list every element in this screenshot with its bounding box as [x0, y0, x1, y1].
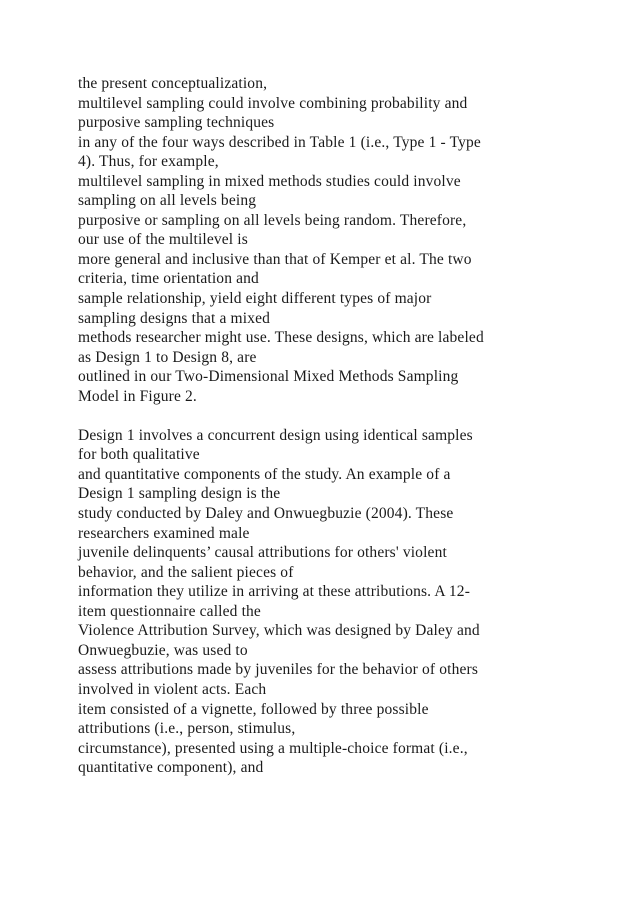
text-line: attributions (i.e., person, stimulus,	[78, 720, 296, 738]
text-line: sampling on all levels being	[78, 192, 257, 210]
text-line: information they utilize in arriving at these attributions. A 12-	[78, 583, 471, 601]
text-line: involved in violent acts. Each	[78, 680, 267, 698]
text-line: purposive or sampling on all levels being random. Therefore,	[78, 211, 467, 229]
text-line: for both qualitative	[78, 446, 200, 464]
text-line: Design 1 sampling design is the	[78, 485, 281, 503]
text-line: Design 1 involves a concurrent design using identical samples	[78, 426, 473, 444]
text-line: Violence Attribution Survey, which was designed by Daley and	[78, 622, 480, 640]
text-line: sampling designs that a mixed	[78, 309, 271, 327]
text-line: in any of the four ways described in Table 1 (i.e., Type 1 - Type	[78, 133, 481, 151]
text-line: purposive sampling techniques	[78, 114, 275, 132]
text-line: multilevel sampling in mixed methods studies could involve	[78, 172, 461, 190]
paragraph-2	[78, 426, 578, 778]
text-line: as Design 1 to Design 8, are	[78, 348, 257, 366]
text-line: and quantitative components of the study. An example of a	[78, 465, 451, 483]
text-line: assess attributions made by juveniles for the behavior of others	[78, 661, 479, 679]
text-line: methods researcher might use. These designs, which are labeled	[78, 329, 484, 347]
text-line: sample relationship, yield eight different types of major	[78, 290, 432, 308]
text-line: criteria, time orientation and	[78, 270, 259, 288]
text-line: behavior, and the salient pieces of	[78, 563, 294, 581]
text-line: circumstance), presented using a multiple-choice format (i.e.,	[78, 739, 468, 757]
text-line: juvenile delinquents’ causal attributions for others' violent	[78, 544, 447, 562]
paragraph-1	[78, 74, 578, 406]
text-line: Model in Figure 2.	[78, 387, 197, 405]
text-line: item consisted of a vignette, followed by three possible	[78, 700, 429, 718]
text-line: quantitative component), and	[78, 759, 264, 777]
text-line: more general and inclusive than that of Kemper et al. The two	[78, 250, 472, 268]
paragraph-break	[78, 406, 578, 426]
text-line: multilevel sampling could involve combining probability and	[78, 94, 468, 112]
text-line: Onwuegbuzie, was used to	[78, 641, 248, 659]
text-line: outlined in our Two-Dimensional Mixed Methods Sampling	[78, 368, 459, 386]
text-line: item questionnaire called the	[78, 602, 261, 620]
text-line: researchers examined male	[78, 524, 250, 542]
text-line: 4). Thus, for example,	[78, 153, 219, 171]
text-line: study conducted by Daley and Onwuegbuzie (2004). These	[78, 505, 454, 523]
text-line: the present conceptualization,	[78, 75, 268, 92]
document-body	[78, 74, 578, 778]
text-line: our use of the multilevel is	[78, 231, 248, 249]
